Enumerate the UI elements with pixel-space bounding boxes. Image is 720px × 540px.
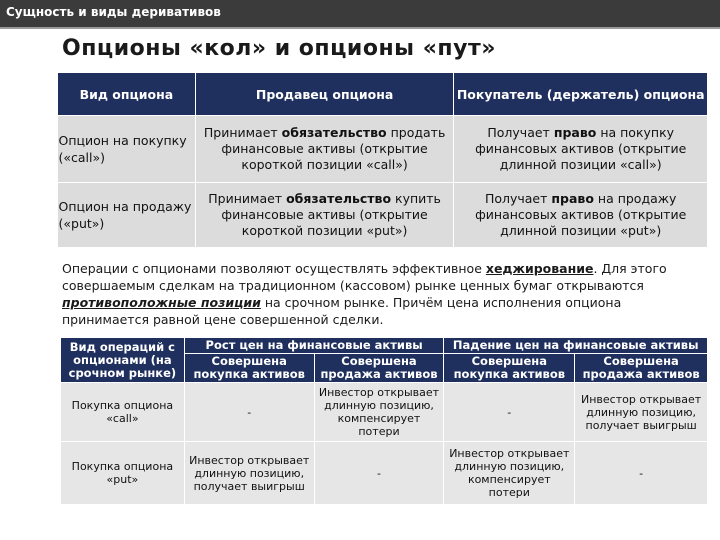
buyer-cell: Получает право на покупку финансовых активов (открытие длинной позиции «call») [454, 116, 708, 183]
table-row [61, 383, 708, 442]
table-row [61, 442, 708, 505]
hedging-paragraph: Операции с опционами позволяют осуществлять эффективное хеджирование. Для этого совершаемым сделкам на традиционном (кассовом) рынке ценных бумаг открываются противоположные позиции на срочном рынке. Причём цена исполнения опциона принимается равной цене совершенной сделки. [62, 261, 667, 327]
table-cell: Инвестор открывает длинную позицию, компенсирует потери [314, 383, 444, 442]
top-bar [0, 0, 720, 27]
header-operation-type: Вид операций с опционами (на срочном рынке) [61, 338, 185, 383]
subheader-sell: Совершена продажа активов [575, 354, 708, 383]
table-cell: - [314, 442, 444, 505]
subheader-buy: Совершена покупка активов [444, 354, 575, 383]
header-seller: Продавец опциона [195, 73, 454, 116]
section-title: Сущность и виды деривативов [6, 5, 221, 19]
table-cell: Инвестор открывает длинную позицию, компенсирует потери [444, 442, 575, 505]
row-label: Покупка опциона «call» [61, 383, 185, 442]
subheader-sell: Совершена продажа активов [314, 354, 444, 383]
seller-cell: Принимает обязательство купить финансовые активы (открытие короткой позиции «put») [195, 183, 454, 248]
header-price-fall: Падение цен на финансовые активы [444, 338, 708, 354]
table-cell: Инвестор открывает длинную позицию, получает выигрыш [575, 383, 708, 442]
option-type-cell: Опцион на покупку («call») [58, 116, 196, 183]
table-cell: - [575, 442, 708, 505]
options-comparison-table [57, 72, 708, 248]
header-option-type: Вид опциона [58, 73, 196, 116]
table-row [58, 183, 708, 248]
header-price-rise: Рост цен на финансовые активы [184, 338, 444, 354]
hedging-operations-table [60, 337, 708, 505]
table-row [58, 116, 708, 183]
table-cell: - [444, 383, 575, 442]
header-buyer: Покупатель (держатель) опциона [454, 73, 708, 116]
top-divider [0, 27, 720, 29]
option-type-cell: Опцион на продажу («put») [58, 183, 196, 248]
buyer-cell: Получает право на продажу финансовых активов (открытие длинной позиции «put») [454, 183, 708, 248]
subheader-buy: Совершена покупка активов [184, 354, 314, 383]
table-cell: - [184, 383, 314, 442]
table-cell: Инвестор открывает длинную позицию, получает выигрыш [184, 442, 314, 505]
slide-title: Опционы «кол» и опционы «пут» [62, 36, 496, 61]
seller-cell: Принимает обязательство продать финансовые активы (открытие короткой позиции «call») [195, 116, 454, 183]
row-label: Покупка опциона «put» [61, 442, 185, 505]
